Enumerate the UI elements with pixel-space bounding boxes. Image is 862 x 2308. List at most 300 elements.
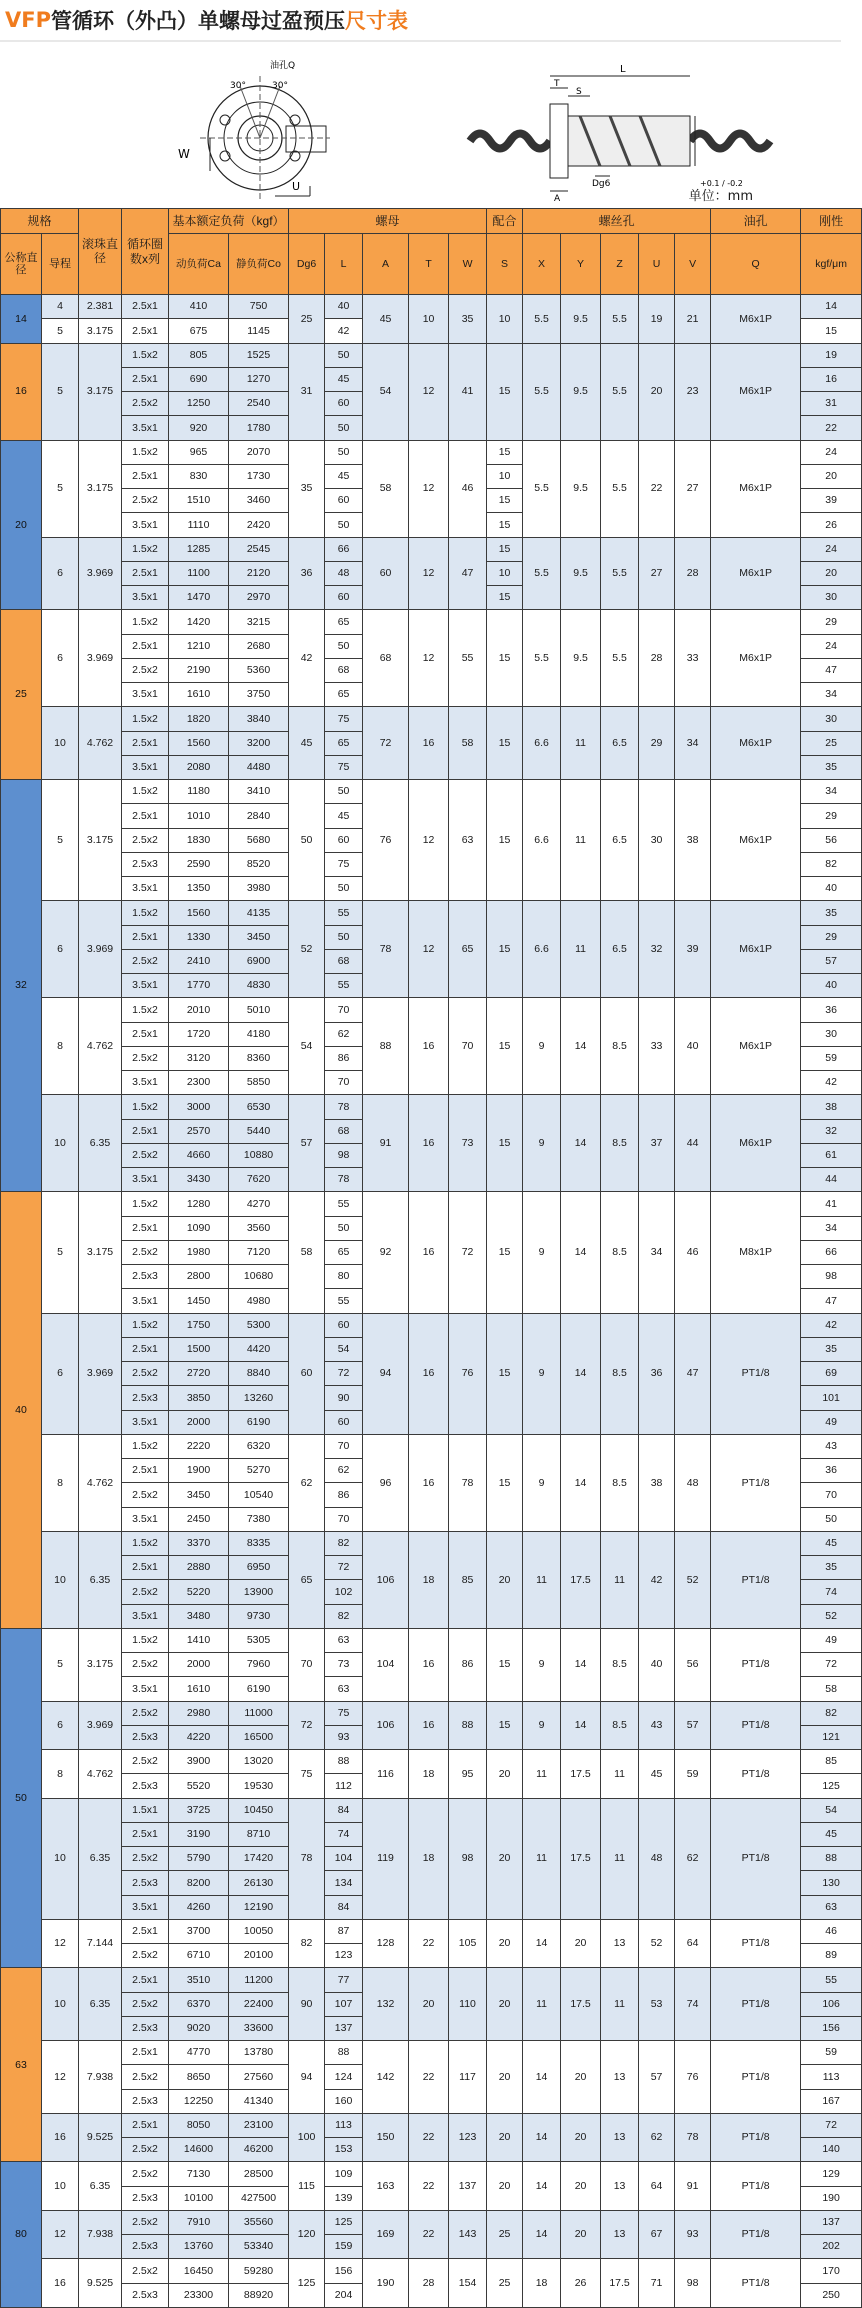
cell-diameter: 25	[1, 610, 42, 780]
cell-z: 5.5	[601, 610, 639, 707]
cell-t: 22	[409, 1919, 449, 1968]
cell-x: 14	[523, 2113, 561, 2162]
cell-diameter: 32	[1, 780, 42, 1192]
cell-coa: 10880	[229, 1143, 289, 1167]
cell-coa: 23100	[229, 2113, 289, 2137]
cell-ca: 2450	[169, 1507, 229, 1531]
cell-ball: 2.381	[79, 295, 122, 319]
cell-coa: 19530	[229, 1774, 289, 1798]
cell-coa: 10050	[229, 1919, 289, 1943]
cell-ball: 4.762	[79, 1434, 122, 1531]
cell-ca: 2000	[169, 1410, 229, 1434]
cell-ca: 2800	[169, 1265, 229, 1289]
cell-y: 14	[561, 1192, 601, 1313]
cell-circuits: 2.5x1	[122, 1119, 169, 1143]
cell-lead: 16	[42, 2259, 79, 2308]
cell-y: 11	[561, 707, 601, 780]
cell-x: 11	[523, 1798, 561, 1919]
table-row	[1, 1313, 862, 1337]
cell-ca: 2720	[169, 1362, 229, 1386]
cell-v: 48	[675, 1434, 711, 1531]
cell-y: 20	[561, 2113, 601, 2162]
cell-w: 110	[449, 1968, 487, 2041]
cell-s: 15	[487, 1313, 523, 1434]
cell-coa: 3980	[229, 877, 289, 901]
cell-rigidity: 72	[801, 1653, 862, 1677]
cell-coa: 6900	[229, 949, 289, 973]
cell-ca: 9020	[169, 2016, 229, 2040]
cell-l: 72	[325, 1556, 363, 1580]
cell-l: 60	[325, 392, 363, 416]
cell-dg6: 31	[289, 343, 325, 440]
cell-coa: 16500	[229, 1725, 289, 1749]
cell-circuits: 2.5x1	[122, 2041, 169, 2065]
cell-q: M6x1P	[711, 1095, 801, 1192]
cell-rigidity: 24	[801, 537, 862, 561]
cell-rigidity: 39	[801, 489, 862, 513]
l-label: L	[620, 64, 626, 75]
cell-w: 46	[449, 440, 487, 537]
cell-t: 16	[409, 1192, 449, 1313]
cell-u: 30	[639, 780, 675, 901]
cell-t: 12	[409, 780, 449, 901]
cell-ball: 6.35	[79, 1531, 122, 1628]
cell-ball: 3.175	[79, 319, 122, 343]
cell-ball: 7.938	[79, 2210, 122, 2259]
cell-a: 94	[363, 1313, 409, 1434]
cell-l: 93	[325, 1725, 363, 1749]
cell-circuits: 2.5x2	[122, 1653, 169, 1677]
cell-coa: 6190	[229, 1410, 289, 1434]
cell-coa: 1780	[229, 416, 289, 440]
cell-ca: 1470	[169, 586, 229, 610]
cell-ca: 2080	[169, 755, 229, 779]
cell-rigidity: 49	[801, 1628, 862, 1652]
cell-dg6: 60	[289, 1313, 325, 1434]
cell-circuits: 3.5x1	[122, 1289, 169, 1313]
cell-l: 55	[325, 1192, 363, 1216]
cell-ca: 1100	[169, 561, 229, 585]
cell-x: 14	[523, 2162, 561, 2211]
cell-rigidity: 34	[801, 683, 862, 707]
cell-u: 36	[639, 1313, 675, 1434]
cell-a: 104	[363, 1628, 409, 1701]
cell-s: 15	[487, 513, 523, 537]
cell-ca: 5790	[169, 1847, 229, 1871]
cell-z: 5.5	[601, 440, 639, 537]
cell-coa: 17420	[229, 1847, 289, 1871]
cell-rigidity: 98	[801, 1265, 862, 1289]
cell-ca: 2190	[169, 658, 229, 682]
cell-rigidity: 167	[801, 2089, 862, 2113]
cell-ca: 4260	[169, 1895, 229, 1919]
cell-circuits: 1.5x2	[122, 440, 169, 464]
table-row	[1, 2210, 862, 2234]
cell-coa: 11200	[229, 1968, 289, 1992]
cell-z: 13	[601, 2113, 639, 2162]
cell-rigidity: 190	[801, 2186, 862, 2210]
cell-l: 104	[325, 1847, 363, 1871]
cell-w: 41	[449, 343, 487, 440]
cell-u: 37	[639, 1095, 675, 1192]
cell-u: 40	[639, 1628, 675, 1701]
cell-circuits: 2.5x3	[122, 2283, 169, 2307]
cell-dg6: 125	[289, 2259, 325, 2308]
cell-s: 10	[487, 295, 523, 344]
cell-a: 128	[363, 1919, 409, 1968]
cell-dg6: 50	[289, 780, 325, 901]
cell-ball: 6.35	[79, 1798, 122, 1919]
cell-l: 50	[325, 780, 363, 804]
cell-rigidity: 82	[801, 852, 862, 876]
cell-coa: 12190	[229, 1895, 289, 1919]
cell-s: 25	[487, 2259, 523, 2308]
cell-y: 9.5	[561, 537, 601, 610]
cell-circuits: 1.5x2	[122, 1434, 169, 1458]
cell-l: 86	[325, 1483, 363, 1507]
cell-v: 38	[675, 780, 711, 901]
cell-l: 40	[325, 295, 363, 319]
cell-circuits: 1.5x2	[122, 610, 169, 634]
cell-rigidity: 14	[801, 295, 862, 319]
cell-coa: 4480	[229, 755, 289, 779]
cell-coa: 26130	[229, 1871, 289, 1895]
cell-l: 160	[325, 2089, 363, 2113]
cell-l: 60	[325, 586, 363, 610]
cell-t: 18	[409, 1531, 449, 1628]
cell-q: PT1/8	[711, 1968, 801, 2041]
cell-a: 68	[363, 610, 409, 707]
cell-y: 17.5	[561, 1798, 601, 1919]
cell-l: 124	[325, 2065, 363, 2089]
cell-coa: 22400	[229, 1992, 289, 2016]
cell-coa: 2420	[229, 513, 289, 537]
cell-l: 70	[325, 1071, 363, 1095]
cell-a: 60	[363, 537, 409, 610]
cell-circuits: 2.5x1	[122, 1337, 169, 1361]
hdr-x: X	[523, 234, 561, 295]
cell-coa: 1145	[229, 319, 289, 343]
cell-diameter: 80	[1, 2162, 42, 2308]
cell-dg6: 42	[289, 610, 325, 707]
cell-lead: 10	[42, 2162, 79, 2211]
cell-rigidity: 29	[801, 925, 862, 949]
drawings-area	[0, 42, 841, 208]
cell-t: 22	[409, 2162, 449, 2211]
cell-a: 169	[363, 2210, 409, 2259]
cell-diameter: 40	[1, 1192, 42, 1629]
cell-ca: 1830	[169, 828, 229, 852]
cell-rigidity: 35	[801, 1556, 862, 1580]
cell-rigidity: 25	[801, 731, 862, 755]
cell-y: 9.5	[561, 440, 601, 537]
cell-rigidity: 29	[801, 804, 862, 828]
dg6-label: Dg6	[592, 179, 611, 189]
cell-rigidity: 22	[801, 416, 862, 440]
table-row	[1, 998, 862, 1022]
cell-l: 86	[325, 1046, 363, 1070]
table-row	[1, 1628, 862, 1652]
page-title	[0, 0, 841, 42]
cell-ca: 1610	[169, 1677, 229, 1701]
cell-w: 70	[449, 998, 487, 1095]
cell-w: 76	[449, 1313, 487, 1434]
table-row	[1, 1919, 862, 1943]
cell-circuits: 3.5x1	[122, 877, 169, 901]
cell-lead: 12	[42, 2210, 79, 2259]
cell-circuits: 2.5x3	[122, 1265, 169, 1289]
cell-v: 23	[675, 343, 711, 440]
cell-l: 45	[325, 464, 363, 488]
cell-z: 11	[601, 1968, 639, 2041]
cell-a: 119	[363, 1798, 409, 1919]
hdr-s: S	[487, 234, 523, 295]
cell-dg6: 82	[289, 1919, 325, 1968]
cell-l: 45	[325, 804, 363, 828]
cell-w: 105	[449, 1919, 487, 1968]
cell-lead: 12	[42, 1919, 79, 1968]
cell-l: 65	[325, 683, 363, 707]
cell-circuits: 2.5x2	[122, 1992, 169, 2016]
cell-ca: 675	[169, 319, 229, 343]
cell-l: 204	[325, 2283, 363, 2307]
cell-q: M8x1P	[711, 1192, 801, 1313]
cell-circuits: 2.5x1	[122, 464, 169, 488]
cell-q: PT1/8	[711, 2041, 801, 2114]
cell-s: 15	[487, 1192, 523, 1313]
cell-y: 9.5	[561, 343, 601, 440]
hdr-ca: 动负荷Ca	[169, 234, 229, 295]
cell-x: 18	[523, 2259, 561, 2308]
cell-circuits: 2.5x2	[122, 2138, 169, 2162]
cell-coa: 9730	[229, 1604, 289, 1628]
cell-v: 28	[675, 537, 711, 610]
cell-l: 90	[325, 1386, 363, 1410]
cell-l: 45	[325, 367, 363, 391]
cell-coa: 28500	[229, 2162, 289, 2186]
cell-dg6: 58	[289, 1192, 325, 1313]
cell-circuits: 2.5x2	[122, 1750, 169, 1774]
a-label: A	[554, 194, 561, 204]
table-row	[1, 343, 862, 367]
cell-s: 15	[487, 1095, 523, 1192]
cell-ca: 12250	[169, 2089, 229, 2113]
cell-rigidity: 52	[801, 1604, 862, 1628]
cell-ball: 6.35	[79, 2162, 122, 2211]
cell-q: M6x1P	[711, 295, 801, 344]
cell-x: 14	[523, 1919, 561, 1968]
cell-q: M6x1P	[711, 610, 801, 707]
cell-l: 82	[325, 1531, 363, 1555]
cell-t: 12	[409, 901, 449, 998]
cell-l: 63	[325, 1628, 363, 1652]
table-row	[1, 901, 862, 925]
cell-y: 14	[561, 1434, 601, 1531]
table-row	[1, 1701, 862, 1725]
cell-coa: 4980	[229, 1289, 289, 1313]
cell-s: 15	[487, 1628, 523, 1701]
cell-ball: 6.35	[79, 1095, 122, 1192]
cell-l: 60	[325, 1313, 363, 1337]
cell-coa: 46200	[229, 2138, 289, 2162]
cell-circuits: 2.5x3	[122, 2235, 169, 2259]
cell-circuits: 1.5x2	[122, 707, 169, 731]
cell-rigidity: 250	[801, 2283, 862, 2307]
s-label: S	[576, 87, 582, 97]
side-view	[470, 46, 800, 206]
cell-s: 15	[487, 586, 523, 610]
cell-lead: 8	[42, 1434, 79, 1531]
cell-u: 53	[639, 1968, 675, 2041]
cell-rigidity: 24	[801, 634, 862, 658]
cell-circuits: 1.5x1	[122, 1798, 169, 1822]
cell-coa: 4830	[229, 974, 289, 998]
cell-ca: 1350	[169, 877, 229, 901]
cell-w: 55	[449, 610, 487, 707]
cell-rigidity: 26	[801, 513, 862, 537]
table-row	[1, 610, 862, 634]
cell-dg6: 54	[289, 998, 325, 1095]
cell-l: 78	[325, 1095, 363, 1119]
cell-u: 20	[639, 343, 675, 440]
cell-circuits: 3.5x1	[122, 1168, 169, 1192]
cell-rigidity: 19	[801, 343, 862, 367]
cell-rigidity: 125	[801, 1774, 862, 1798]
cell-ca: 3430	[169, 1168, 229, 1192]
cell-y: 14	[561, 1313, 601, 1434]
table-row	[1, 537, 862, 561]
cell-ca: 1770	[169, 974, 229, 998]
cell-ca: 2410	[169, 949, 229, 973]
cell-a: 106	[363, 1701, 409, 1750]
spec-body	[1, 295, 862, 2308]
hdr-dg6: Dg6	[289, 234, 325, 295]
cell-lead: 5	[42, 319, 79, 343]
cell-l: 42	[325, 319, 363, 343]
cell-t: 16	[409, 707, 449, 780]
cell-coa: 11000	[229, 1701, 289, 1725]
cell-circuits: 2.5x3	[122, 2016, 169, 2040]
cell-w: 154	[449, 2259, 487, 2308]
cell-rigidity: 35	[801, 1337, 862, 1361]
cell-coa: 1525	[229, 343, 289, 367]
cell-ca: 4770	[169, 2041, 229, 2065]
cell-ca: 5220	[169, 1580, 229, 1604]
cell-y: 14	[561, 1628, 601, 1701]
cell-l: 72	[325, 1362, 363, 1386]
cell-v: 91	[675, 2162, 711, 2211]
cell-z: 13	[601, 2041, 639, 2114]
cell-w: 47	[449, 537, 487, 610]
cell-u: 71	[639, 2259, 675, 2308]
cell-a: 142	[363, 2041, 409, 2114]
cell-rigidity: 59	[801, 1046, 862, 1070]
table-row	[1, 1434, 862, 1458]
cell-v: 33	[675, 610, 711, 707]
cell-v: 27	[675, 440, 711, 537]
cell-l: 60	[325, 1410, 363, 1434]
cell-s: 15	[487, 901, 523, 998]
cell-circuits: 2.5x2	[122, 658, 169, 682]
cell-ball: 7.144	[79, 1919, 122, 1968]
cell-q: PT1/8	[711, 1531, 801, 1628]
cell-rigidity: 74	[801, 1580, 862, 1604]
cell-coa: 13020	[229, 1750, 289, 1774]
cell-circuits: 2.5x3	[122, 2186, 169, 2210]
cell-circuits: 2.5x1	[122, 925, 169, 949]
spec-table	[0, 208, 862, 2308]
cell-dg6: 35	[289, 440, 325, 537]
cell-t: 12	[409, 440, 449, 537]
cell-rigidity: 63	[801, 1895, 862, 1919]
cell-coa: 13260	[229, 1386, 289, 1410]
cell-coa: 7620	[229, 1168, 289, 1192]
cell-l: 50	[325, 877, 363, 901]
hdr-coa: 静负荷Co	[229, 234, 289, 295]
cell-t: 12	[409, 537, 449, 610]
cell-ball: 3.175	[79, 440, 122, 537]
cell-s: 20	[487, 1798, 523, 1919]
cell-z: 17.5	[601, 2259, 639, 2308]
cell-circuits: 2.5x2	[122, 2065, 169, 2089]
cell-ca: 1210	[169, 634, 229, 658]
cell-coa: 7960	[229, 1653, 289, 1677]
cell-dg6: 78	[289, 1798, 325, 1919]
cell-circuits: 3.5x1	[122, 683, 169, 707]
cell-l: 50	[325, 343, 363, 367]
cell-x: 5.5	[523, 295, 561, 344]
cell-ball: 4.762	[79, 998, 122, 1095]
cell-z: 5.5	[601, 295, 639, 344]
cell-rigidity: 41	[801, 1192, 862, 1216]
cell-circuits: 2.5x2	[122, 2162, 169, 2186]
cell-circuits: 2.5x2	[122, 1483, 169, 1507]
cell-circuits: 2.5x1	[122, 1822, 169, 1846]
cell-ca: 5520	[169, 1774, 229, 1798]
cell-l: 48	[325, 561, 363, 585]
cell-l: 98	[325, 1143, 363, 1167]
cell-ca: 3000	[169, 1095, 229, 1119]
cell-circuits: 2.5x3	[122, 1386, 169, 1410]
cell-coa: 5440	[229, 1119, 289, 1143]
cell-v: 34	[675, 707, 711, 780]
cell-l: 55	[325, 974, 363, 998]
cell-dg6: 115	[289, 2162, 325, 2211]
cell-y: 14	[561, 998, 601, 1095]
cell-ca: 1420	[169, 610, 229, 634]
hdr-t: T	[409, 234, 449, 295]
cell-s: 15	[487, 440, 523, 464]
cell-u: 62	[639, 2113, 675, 2162]
cell-y: 9.5	[561, 610, 601, 707]
cell-ball: 3.969	[79, 537, 122, 610]
cell-s: 15	[487, 1701, 523, 1750]
cell-circuits: 3.5x1	[122, 1895, 169, 1919]
cell-circuits: 2.5x1	[122, 561, 169, 585]
cell-ca: 3700	[169, 1919, 229, 1943]
cell-u: 28	[639, 610, 675, 707]
cell-circuits: 2.5x3	[122, 1871, 169, 1895]
cell-rigidity: 42	[801, 1313, 862, 1337]
cell-coa: 1730	[229, 464, 289, 488]
cell-w: 72	[449, 1192, 487, 1313]
cell-y: 17.5	[561, 1531, 601, 1628]
cell-u: 22	[639, 440, 675, 537]
cell-q: PT1/8	[711, 1313, 801, 1434]
cell-v: 59	[675, 1750, 711, 1799]
cell-t: 22	[409, 2210, 449, 2259]
cell-coa: 3200	[229, 731, 289, 755]
